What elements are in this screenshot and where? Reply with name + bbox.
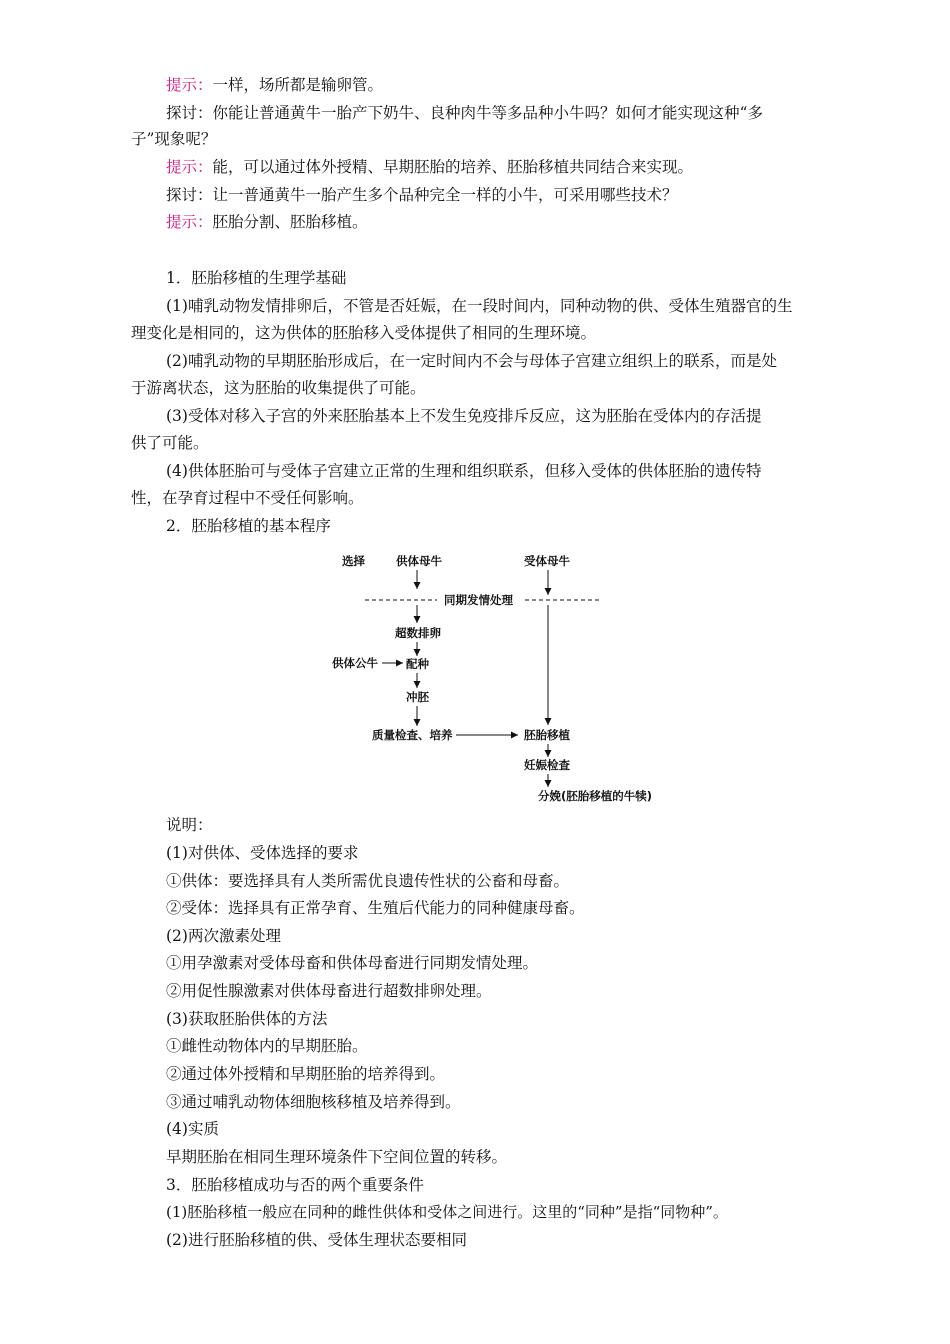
- note-line: 早期胚胎在相同生理环境条件下空间位置的转移。: [166, 1148, 508, 1166]
- qa-text: 一样，场所都是输卵管。: [212, 76, 384, 94]
- qa-line-3: [166, 157, 693, 177]
- hint-label: 提示：: [166, 76, 213, 94]
- qa-line-5: [166, 212, 368, 232]
- note-line: ②受体：选择具有正常孕育、生殖后代能力的同种健康母畜。: [166, 899, 585, 917]
- qa-text: 你能让普通黄牛一胎产下奶牛、良种肉牛等多品种小牛吗？如何才能实现这种“多: [212, 104, 763, 122]
- s1-item2: (2)哺乳动物的早期胚胎形成后，在一定时间内不会与母体子宫建立组织上的联系，而是处: [166, 352, 777, 370]
- qa-text: 让一普通黄牛一胎产生多个品种完全一样的小牛，可采用哪些技术？: [212, 186, 678, 204]
- transfer-node: 胚胎移植: [524, 728, 570, 742]
- s3-line1: (1)胚胎移植一般应在同种的雌性供体和受体之间进行。这里的“同种”是指“同物种”。: [166, 1203, 728, 1221]
- section3-title: 3．胚胎移植成功与否的两个重要条件: [166, 1176, 424, 1194]
- discuss-label: 探讨：: [166, 186, 213, 204]
- s1-item2-cont: 于游离状态，这为胚胎的收集提供了可能。: [131, 379, 426, 397]
- note-line: ③通过哺乳动物体细胞核移植及培养得到。: [166, 1093, 461, 1111]
- recipient-female-node: 受体母牛: [524, 554, 570, 568]
- note-line: (1)对供体、受体选择的要求: [166, 844, 359, 862]
- discuss-label: 探讨：: [166, 104, 213, 122]
- select-label: 选择: [342, 554, 365, 568]
- notes-heading: 说明：: [166, 816, 213, 834]
- donor-male-node: 供体公牛: [332, 656, 378, 670]
- s1-item3: (3)受体对移入子宫的外来胚胎基本上不发生免疫排斥反应，这为胚胎在受体内的存活提: [166, 407, 762, 425]
- qa-line-1: [166, 75, 383, 95]
- section1-title: 1．胚胎移植的生理学基础: [166, 269, 347, 287]
- mating-node: 配种: [406, 657, 429, 671]
- note-line: ①雌性动物体内的早期胚胎。: [166, 1037, 368, 1055]
- s1-item1-cont: 理变化是相同的，这为供体的胚胎移入受体提供了相同的生理环境。: [131, 324, 597, 342]
- hint-label: 提示：: [166, 158, 213, 176]
- s1-item4-cont: 性，在孕育过程中不受任何影响。: [131, 489, 364, 507]
- qa-line-4: [166, 185, 678, 205]
- flush-node: 冲胚: [406, 690, 429, 704]
- s1-item1: (1)哺乳动物发情排卵后，不管是否妊娠，在一段时间内，同种动物的供、受体生殖器官的生: [166, 297, 793, 315]
- sync-node: 同期发情处理: [444, 593, 513, 607]
- note-line: (3)获取胚胎供体的方法: [166, 1010, 328, 1028]
- qa-line-2: [166, 103, 763, 123]
- qa-line-2-cont: 子”现象呢？: [131, 130, 217, 148]
- quality-node: 质量检查、培养: [372, 728, 453, 742]
- note-line: ①供体：要选择具有人类所需优良遗传性状的公畜和母畜。: [166, 872, 570, 890]
- note-line: ①用孕激素对受体母畜和供体母畜进行同期发情处理。: [166, 954, 539, 972]
- note-line: ②用促性腺激素对供体母畜进行超数排卵处理。: [166, 982, 492, 1000]
- embryo-transfer-flow-diagram: [320, 545, 680, 810]
- pregnancy-node: 妊娠检查: [524, 758, 570, 772]
- donor-female-node: 供体母牛: [396, 554, 442, 568]
- birth-node: 分娩(胚胎移植的牛犊): [538, 789, 653, 803]
- superovulation-node: 超数排卵: [395, 626, 441, 640]
- s3-line2: (2)进行胚胎移植的供、受体生理状态要相同: [166, 1231, 467, 1249]
- section2-title: 2．胚胎移植的基本程序: [166, 517, 331, 535]
- note-line: (2)两次激素处理: [166, 927, 281, 945]
- hint-label: 提示：: [166, 213, 213, 231]
- qa-text: 能，可以通过体外授精、早期胚胎的培养、胚胎移植共同结合来实现。: [212, 158, 694, 176]
- s1-item3-cont: 供了可能。: [131, 434, 209, 452]
- qa-text: 胚胎分割、胚胎移植。: [212, 213, 368, 231]
- note-line: ②通过体外授精和早期胚胎的培养得到。: [166, 1065, 446, 1083]
- s1-item4: (4)供体胚胎可与受体子宫建立正常的生理和组织联系，但移入受体的供体胚胎的遗传特: [166, 462, 762, 480]
- note-line: (4)实质: [166, 1120, 219, 1138]
